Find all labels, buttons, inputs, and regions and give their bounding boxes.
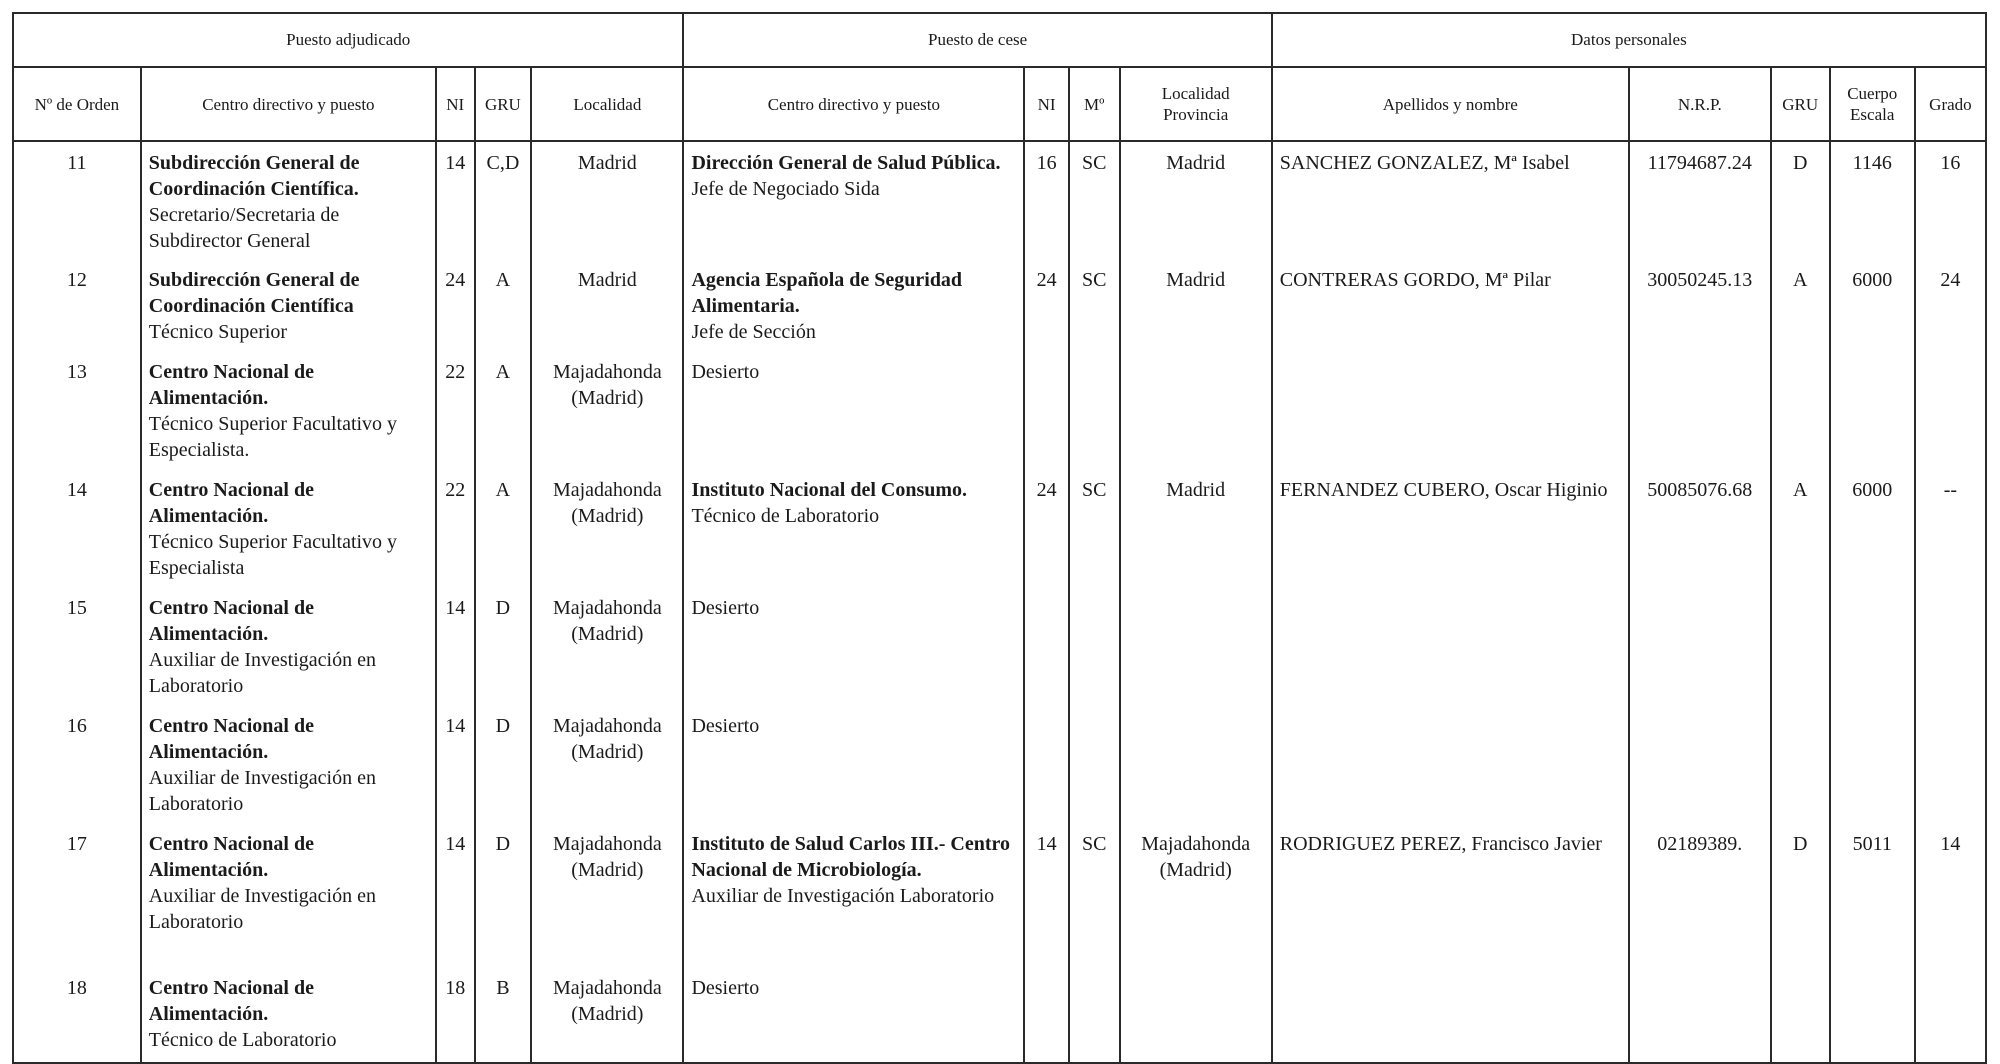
puesto-adjudicado: Auxiliar de Investigación en Laboratorio: [148, 767, 376, 815]
cell-grado: 16: [1915, 141, 1986, 259]
centro-adjudicado: Centro Nacional de Alimentación.: [148, 479, 314, 527]
cell-ni-cese: 14: [1024, 823, 1069, 967]
centro-adjudicado: Subdirección General de Coordinación Científica.: [148, 152, 360, 200]
cell-nrp: [1629, 967, 1771, 1063]
group-header-row: [13, 13, 1986, 67]
group-header-cese: Puesto de cese: [683, 13, 1271, 67]
cell-gru: A: [475, 351, 532, 469]
cell-nrp: 11794687.24: [1629, 141, 1771, 259]
cell-gru: D: [475, 587, 532, 705]
col-header-gru-personal: GRU: [1771, 67, 1830, 141]
col-header-localidad-provincia-l1: Localidad: [1161, 84, 1230, 103]
cell-ministerio: SC: [1069, 259, 1120, 351]
cell-grado: [1915, 587, 1986, 705]
cell-ministerio: SC: [1069, 141, 1120, 259]
puesto-cese: Desierto: [691, 977, 760, 999]
cell-localidad-provincia: [1120, 705, 1272, 823]
cell-ni-cese: 24: [1024, 259, 1069, 351]
puesto-cese: Jefe de Negociado Sida: [691, 178, 880, 200]
cell-localidad-provincia: [1120, 351, 1272, 469]
cell-localidad: Majadahonda (Madrid): [531, 469, 683, 587]
cell-apellidos-nombre: CONTRERAS GORDO, Mª Pilar: [1272, 259, 1629, 351]
centro-adjudicado: Centro Nacional de Alimentación.: [148, 977, 314, 1025]
cell-cuerpo-escala: [1830, 587, 1915, 705]
cell-centro-puesto-cese: [683, 823, 1024, 967]
cell-gru-personal: [1771, 967, 1830, 1063]
table-row: [13, 967, 1986, 1063]
cell-centro-puesto-adjudicado: [141, 259, 436, 351]
cell-apellidos-nombre: FERNANDEZ CUBERO, Oscar Higinio: [1272, 469, 1629, 587]
cell-gru: B: [475, 967, 532, 1063]
cell-orden: 16: [13, 705, 141, 823]
cell-gru-personal: [1771, 351, 1830, 469]
cell-centro-puesto-adjudicado: [141, 823, 436, 967]
cell-localidad: Madrid: [531, 259, 683, 351]
cell-ni: 14: [436, 823, 475, 967]
centro-adjudicado: Centro Nacional de Alimentación.: [148, 833, 314, 881]
cell-orden: 11: [13, 141, 141, 259]
col-header-cuerpo-l1: Cuerpo: [1847, 84, 1898, 103]
col-header-grado: Grado: [1915, 67, 1986, 141]
puesto-adjudicado: Auxiliar de Investigación en Laboratorio: [148, 885, 376, 933]
cell-orden: 17: [13, 823, 141, 967]
cell-orden: 14: [13, 469, 141, 587]
cell-localidad: Majadahonda (Madrid): [531, 967, 683, 1063]
puesto-adjudicado: Auxiliar de Investigación en Laboratorio: [148, 649, 376, 697]
centro-cese: Dirección General de Salud Pública.: [691, 152, 1001, 174]
cell-centro-puesto-adjudicado: [141, 967, 436, 1063]
cell-ministerio: [1069, 967, 1120, 1063]
col-header-ni-cese: NI: [1024, 67, 1069, 141]
puesto-cese: Técnico de Laboratorio: [691, 505, 880, 527]
cell-centro-puesto-adjudicado: [141, 141, 436, 259]
cell-ni-cese: [1024, 587, 1069, 705]
col-header-gru-adjudicado: GRU: [475, 67, 532, 141]
cell-ni: 22: [436, 469, 475, 587]
cell-centro-puesto-adjudicado: [141, 351, 436, 469]
resolution-table: [12, 12, 1987, 1064]
cell-orden: 15: [13, 587, 141, 705]
centro-adjudicado: Centro Nacional de Alimentación.: [148, 715, 314, 763]
cell-ni: 14: [436, 141, 475, 259]
cell-orden: 12: [13, 259, 141, 351]
cell-apellidos-nombre: [1272, 705, 1629, 823]
cell-localidad: Majadahonda (Madrid): [531, 351, 683, 469]
cell-cuerpo-escala: 6000: [1830, 259, 1915, 351]
cell-gru: A: [475, 259, 532, 351]
cell-localidad-provincia: Madrid: [1120, 469, 1272, 587]
cell-cuerpo-escala: 6000: [1830, 469, 1915, 587]
col-header-apellidos: Apellidos y nombre: [1272, 67, 1629, 141]
cell-ministerio: [1069, 705, 1120, 823]
cell-gru: C,D: [475, 141, 532, 259]
cell-centro-puesto-cese: [683, 351, 1024, 469]
col-header-localidad-provincia-l2: Provincia: [1163, 105, 1229, 124]
cell-gru-personal: A: [1771, 259, 1830, 351]
cell-nrp: [1629, 587, 1771, 705]
puesto-adjudicado: Técnico Superior Facultativo y Especialista.: [148, 413, 398, 461]
puesto-cese: Desierto: [691, 361, 760, 383]
puesto-adjudicado: Técnico de Laboratorio: [148, 1029, 337, 1051]
cell-centro-puesto-cese: [683, 967, 1024, 1063]
col-header-centro-adjudicado: Centro directivo y puesto: [141, 67, 436, 141]
cell-localidad: Majadahonda (Madrid): [531, 705, 683, 823]
cell-gru: A: [475, 469, 532, 587]
cell-ni-cese: [1024, 967, 1069, 1063]
cell-centro-puesto-cese: [683, 587, 1024, 705]
cell-apellidos-nombre: SANCHEZ GONZALEZ, Mª Isabel: [1272, 141, 1629, 259]
cell-nrp: [1629, 705, 1771, 823]
cell-ministerio: [1069, 351, 1120, 469]
col-header-nrp: N.R.P.: [1629, 67, 1771, 141]
cell-ministerio: [1069, 587, 1120, 705]
centro-cese: Agencia Española de Seguridad Alimentaria.: [691, 269, 963, 317]
cell-gru: D: [475, 705, 532, 823]
centro-cese: Instituto Nacional del Consumo.: [691, 479, 968, 501]
puesto-cese: Desierto: [691, 597, 760, 619]
col-header-cuerpo-escala: [1830, 67, 1915, 141]
col-header-ni-adjudicado: NI: [436, 67, 475, 141]
cell-centro-puesto-adjudicado: [141, 587, 436, 705]
cell-centro-puesto-cese: [683, 469, 1024, 587]
col-header-orden: Nº de Orden: [13, 67, 141, 141]
centro-cese: Instituto de Salud Carlos III.- Centro Nacional de Microbiología.: [691, 833, 1011, 881]
cell-grado: [1915, 705, 1986, 823]
cell-centro-puesto-cese: [683, 259, 1024, 351]
table-row: [13, 351, 1986, 469]
cell-localidad-provincia: Madrid: [1120, 259, 1272, 351]
col-header-centro-cese: Centro directivo y puesto: [683, 67, 1024, 141]
cell-ni-cese: 16: [1024, 141, 1069, 259]
puesto-cese: Jefe de Sección: [691, 321, 816, 343]
cell-localidad-provincia: [1120, 587, 1272, 705]
cell-grado: 24: [1915, 259, 1986, 351]
cell-cuerpo-escala: 1146: [1830, 141, 1915, 259]
puesto-cese: Auxiliar de Investigación Laboratorio: [691, 885, 995, 907]
cell-cuerpo-escala: [1830, 967, 1915, 1063]
column-header-row: [13, 67, 1986, 141]
cell-ni: 18: [436, 967, 475, 1063]
cell-localidad-provincia: Majadahonda (Madrid): [1120, 823, 1272, 967]
cell-grado: [1915, 351, 1986, 469]
cell-nrp: 30050245.13: [1629, 259, 1771, 351]
col-header-localidad: Localidad: [531, 67, 683, 141]
cell-centro-puesto-adjudicado: [141, 469, 436, 587]
table-row: [13, 705, 1986, 823]
col-header-localidad-provincia: [1120, 67, 1272, 141]
cell-cuerpo-escala: [1830, 705, 1915, 823]
cell-ni: 14: [436, 705, 475, 823]
cell-ni-cese: [1024, 705, 1069, 823]
cell-gru-personal: [1771, 587, 1830, 705]
cell-grado: [1915, 967, 1986, 1063]
cell-ni: 14: [436, 587, 475, 705]
cell-ministerio: SC: [1069, 469, 1120, 587]
puesto-cese: Desierto: [691, 715, 760, 737]
puesto-adjudicado: Técnico Superior Facultativo y Especialista: [148, 531, 398, 579]
cell-gru-personal: A: [1771, 469, 1830, 587]
cell-ni: 22: [436, 351, 475, 469]
centro-adjudicado: Centro Nacional de Alimentación.: [148, 361, 314, 409]
cell-gru-personal: D: [1771, 823, 1830, 967]
centro-adjudicado: Centro Nacional de Alimentación.: [148, 597, 314, 645]
col-header-cuerpo-l2: Escala: [1850, 105, 1895, 124]
cell-apellidos-nombre: [1272, 351, 1629, 469]
cell-localidad-provincia: [1120, 967, 1272, 1063]
cell-centro-puesto-cese: [683, 141, 1024, 259]
table-row: [13, 141, 1986, 259]
cell-centro-puesto-cese: [683, 705, 1024, 823]
cell-ni-cese: [1024, 351, 1069, 469]
centro-adjudicado: Subdirección General de Coordinación Científica: [148, 269, 360, 317]
group-header-personales: Datos personales: [1272, 13, 1986, 67]
cell-centro-puesto-adjudicado: [141, 705, 436, 823]
puesto-adjudicado: Técnico Superior: [148, 321, 288, 343]
cell-apellidos-nombre: [1272, 587, 1629, 705]
cell-localidad-provincia: Madrid: [1120, 141, 1272, 259]
puesto-adjudicado: Secretario/Secretaria de Subdirector General: [148, 204, 340, 252]
cell-ministerio: SC: [1069, 823, 1120, 967]
cell-cuerpo-escala: 5011: [1830, 823, 1915, 967]
cell-ni-cese: 24: [1024, 469, 1069, 587]
cell-apellidos-nombre: RODRIGUEZ PEREZ, Francisco Javier: [1272, 823, 1629, 967]
cell-orden: 18: [13, 967, 141, 1063]
cell-localidad: Majadahonda (Madrid): [531, 823, 683, 967]
cell-apellidos-nombre: [1272, 967, 1629, 1063]
table-row: [13, 823, 1986, 967]
cell-gru: D: [475, 823, 532, 967]
cell-grado: 14: [1915, 823, 1986, 967]
col-header-ministerio: Mº: [1069, 67, 1120, 141]
table-row: [13, 587, 1986, 705]
cell-grado: --: [1915, 469, 1986, 587]
cell-gru-personal: [1771, 705, 1830, 823]
cell-nrp: 02189389.: [1629, 823, 1771, 967]
cell-nrp: 50085076.68: [1629, 469, 1771, 587]
cell-localidad: Madrid: [531, 141, 683, 259]
table-row: [13, 469, 1986, 587]
group-header-adjudicado: Puesto adjudicado: [13, 13, 683, 67]
cell-orden: 13: [13, 351, 141, 469]
cell-localidad: Majadahonda (Madrid): [531, 587, 683, 705]
cell-nrp: [1629, 351, 1771, 469]
cell-cuerpo-escala: [1830, 351, 1915, 469]
cell-ni: 24: [436, 259, 475, 351]
cell-gru-personal: D: [1771, 141, 1830, 259]
table-row: [13, 259, 1986, 351]
